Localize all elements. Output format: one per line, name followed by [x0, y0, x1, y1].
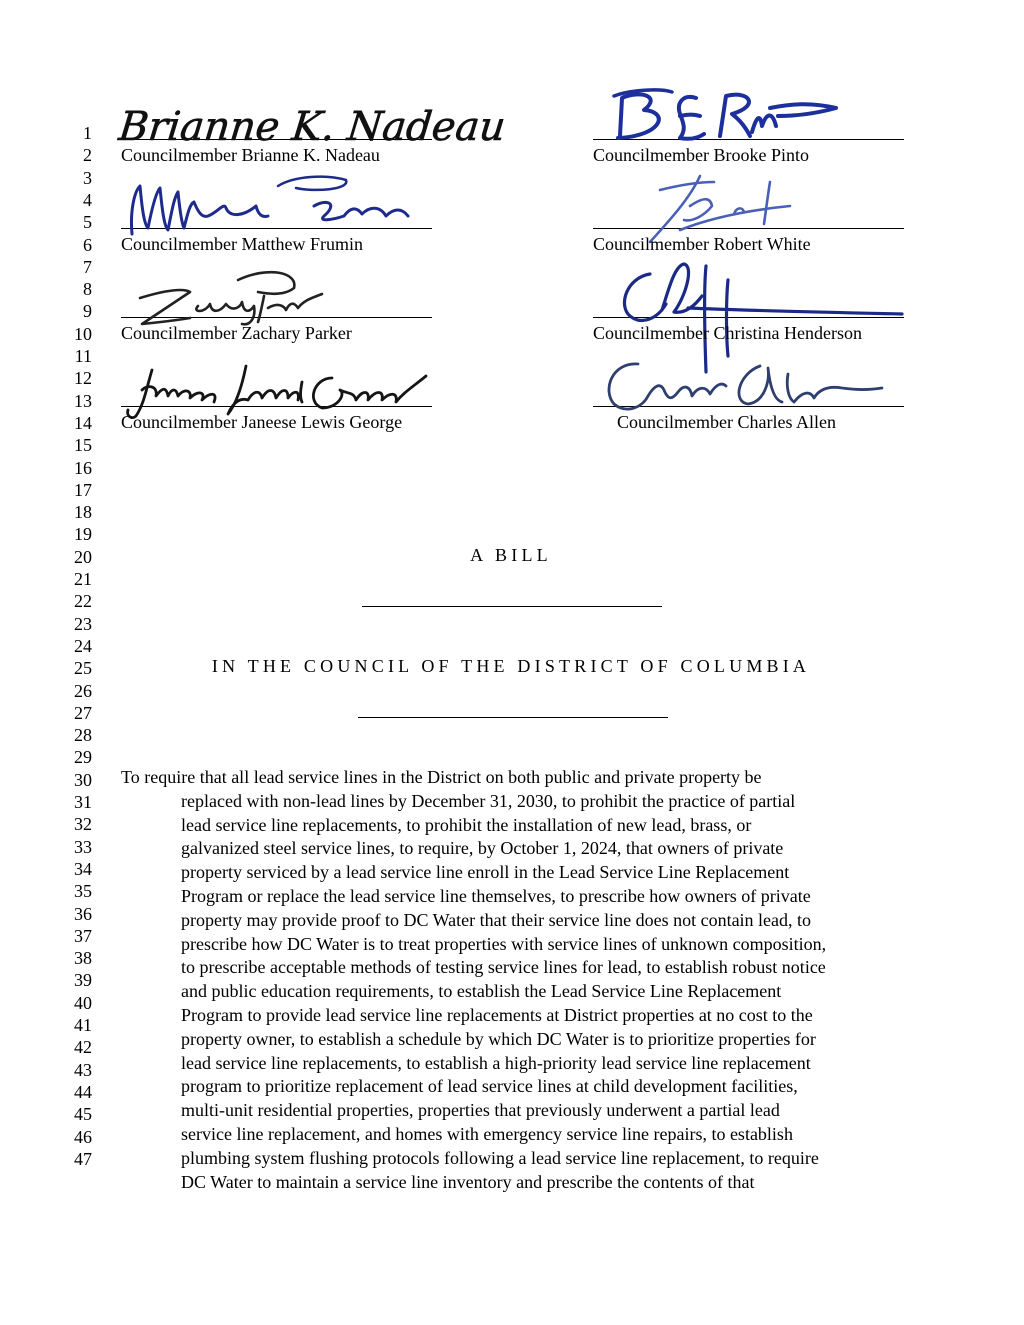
line-number: 27 [74, 702, 92, 723]
line-number: 17 [74, 479, 92, 500]
line-number: 31 [74, 792, 92, 812]
line-number: 24 [74, 635, 92, 656]
line-number: 43 [74, 1059, 92, 1080]
line-number: 5 [83, 212, 92, 233]
svg-text:Brianne K. Nadeau: Brianne K. Nadeau [116, 104, 508, 150]
line-number: 28 [74, 725, 92, 746]
line-number: 45 [74, 1104, 92, 1125]
line-number: 46 [74, 1126, 92, 1147]
line-number: 1 [83, 123, 92, 143]
line-number: 37 [74, 925, 92, 946]
line-number: 15 [74, 435, 92, 456]
bill-heading: A BILL [470, 545, 552, 565]
title-line: program to prioritize replacement of lead service lines at child development facilities, [181, 1076, 798, 1097]
title-line: Program to provide lead service line replacements at District properties at no cost to the [181, 1005, 813, 1025]
line-number: 30 [74, 769, 92, 790]
title-line: lead service line replacements, to prohibit the installation of new lead, brass, or [181, 814, 752, 835]
line-number: 23 [74, 613, 92, 634]
line-number: 2 [83, 145, 92, 166]
line-number: 4 [83, 189, 92, 210]
signature-allen [598, 352, 888, 418]
line-number: 12 [74, 368, 92, 389]
title-line: to prescribe acceptable methods of testing service lines for lead, to establish robust notice [181, 957, 826, 978]
line-number: 10 [74, 323, 92, 344]
line-number: 22 [74, 591, 92, 612]
line-number: 9 [83, 301, 92, 322]
line-number: 33 [74, 836, 92, 857]
line-number: 18 [74, 502, 92, 523]
line-number: 21 [74, 569, 92, 589]
line-number: 8 [83, 279, 92, 300]
name-george: Councilmember Janeese Lewis George [121, 412, 403, 432]
line-number: 26 [74, 680, 92, 701]
line-number: 29 [74, 747, 92, 768]
title-line: galvanized steel service lines, to require, by October 1, 2024, that owners of private [181, 838, 784, 859]
line-number: 39 [74, 970, 92, 991]
title-line: replaced with non-lead lines by December 31, 2030, to prohibit the practice of partial [181, 790, 796, 811]
line-number: 35 [74, 881, 92, 902]
line-number: 40 [74, 992, 92, 1013]
line-number: 47 [74, 1148, 92, 1169]
title-line: Program or replace the lead service line themselves, to prescribe how owners of private [181, 886, 811, 906]
line-number: 38 [74, 948, 92, 969]
title-line: plumbing system flushing protocols following a lead service line replacement, to require [181, 1147, 819, 1168]
title-line: prescribe how DC Water is to treat properties with service lines of unknown composition, [181, 933, 827, 954]
title-line: property may provide proof to DC Water that their service line does not contain lead, to [181, 909, 812, 930]
title-line: service line replacement, and homes with emergency service line repairs, to establish [181, 1124, 793, 1144]
bill-rule-top [362, 606, 662, 607]
name-allen: Councilmember Charles Allen [617, 412, 836, 432]
line-number: 44 [74, 1081, 92, 1102]
line-number: 11 [74, 346, 92, 366]
signature-frumin [118, 168, 418, 238]
title-line: and public education requirements, to establish the Lead Service Line Replacement [181, 981, 782, 1002]
line-number: 16 [74, 457, 92, 478]
council-heading: IN THE COUNCIL OF THE DISTRICT OF COLUMBIA [211, 656, 811, 676]
line-number: 13 [74, 390, 92, 411]
line-number: 32 [74, 814, 92, 835]
signature-nadeau [115, 90, 508, 152]
line-number: 25 [74, 658, 92, 679]
signature-pinto [600, 86, 850, 148]
name-pinto: Councilmember Brooke Pinto [593, 145, 809, 165]
name-parker: Councilmember Zachary Parker [121, 323, 352, 343]
line-number: 42 [74, 1037, 92, 1058]
line-number: 14 [74, 412, 92, 433]
title-line: lead service line replacements, to establish a high-priority lead service line replacement [181, 1052, 811, 1073]
line-number: 7 [83, 256, 92, 277]
line-number: 36 [74, 903, 92, 924]
title-line: property owner, to establish a schedule by which DC Water is to prioritize properties for [181, 1028, 816, 1049]
line-number: 20 [74, 546, 92, 567]
title-line: multi-unit residential properties, properties that previously underwent a partial lead [181, 1100, 780, 1121]
name-henderson: Councilmember Christina Henderson [593, 323, 862, 343]
title-line: To require that all lead service lines in the District on both public and private property be [121, 767, 762, 787]
name-frumin: Councilmember Matthew Frumin [121, 234, 363, 254]
bill-rule-bottom [358, 717, 668, 718]
title-line: DC Water to maintain a service line inventory and prescribe the contents of that [181, 1171, 755, 1192]
title-line: property serviced by a lead service line enroll in the Lead Service Line Replacement [181, 862, 790, 883]
line-number: 41 [74, 1015, 92, 1035]
line-number: 3 [83, 167, 92, 188]
name-white: Councilmember Robert White [593, 234, 811, 254]
name-nadeau: Councilmember Brianne K. Nadeau [121, 145, 380, 165]
line-number: 19 [74, 524, 92, 545]
line-number: 34 [74, 858, 92, 879]
line-number: 6 [83, 234, 92, 255]
